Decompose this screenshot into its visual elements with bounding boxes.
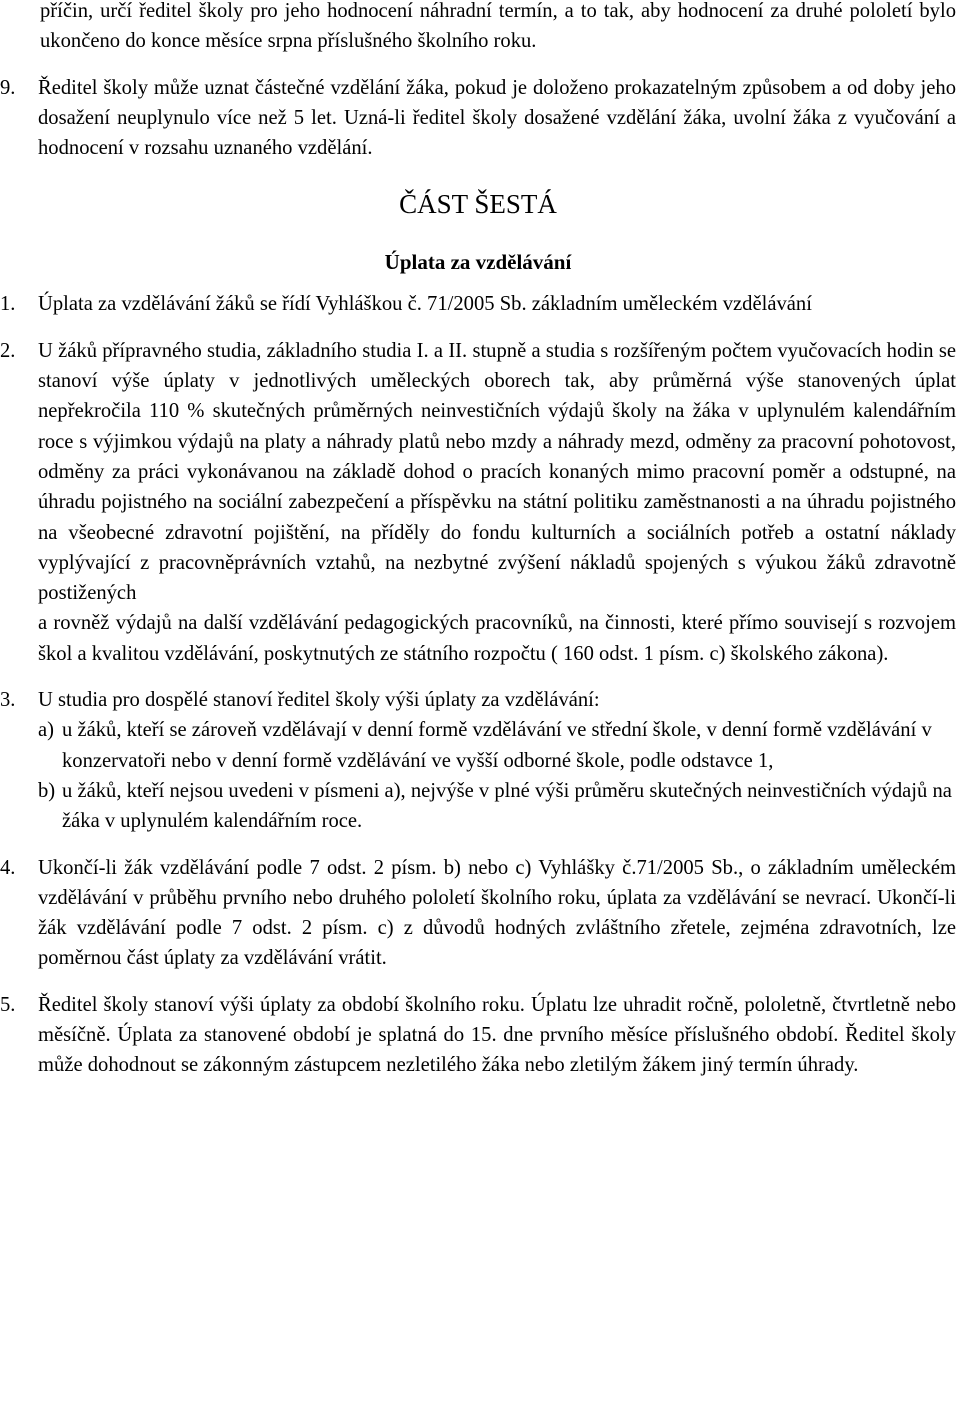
item-text: U žáků přípravného studia, základního studia I. a II. stupně a studia s rozšířeným počtem vyučovacích hodin se stanoví výše úplaty v jednotlivých uměleckých oborech tak, aby průměrná výše stanovených úplat nepřekročila 110 % skutečných průměrných neinvestičních výdajů školy na žáka v uplynulém kalendářním roce s výjimkou výdajů na platy a náhrady platů nebo mzdy a náhrady mezd, odměny za pracovní pohotovost, odměny za práci vykonávanou na základě dohod o pracích konaných mimo pracovní poměr a odstupné, na úhradu pojistného na sociální zabezpečení a příspěvku na státní politiku zaměstnanosti a na úhradu pojistného na všeobecné zdravotní pojištění, na příděly do fondu kulturních a sociálních potřeb a ostatní náklady vyplývající z pracovněprávních vztahů, na nezbytné zvýšení nákladů spojených s výukou žáků zdravotně postižených <box>38 339 956 605</box>
part-subheading: Úplata za vzdělávání <box>384 250 572 275</box>
item-text: Ukončí-li žák vzdělávání podle 7 odst. 2 písm. b) nebo c) Vyhlášky č.71/2005 Sb., o základním uměleckém vzdělávání v průběhu prvního nebo druhého pololetí školního roku, úplata za vzdělávání se nevrací. Ukončí-li žák vzdělávání podle 7 odst. 2 písm. c) z důvodů hodných zvláštního zřetele, zejména zdravotních, lze poměrnou část úplaty za vzdělávání vrátit. <box>38 856 956 970</box>
item-number: 3. <box>0 689 16 712</box>
list-item-1 <box>0 289 956 319</box>
item-text-continued: a rovněž výdajů na další vzdělávání pedagogických pracovníků, na činnosti, které přímo souvisejí s rozvojem škol a kvalitou vzdělávání, poskytnutých ze státního rozpočtu ( 160 odst. 1 písm. c) školského zákona). <box>38 612 956 665</box>
sub-item-text: u žáků, kteří se zároveň vzdělávají v denní formě vzdělávání ve střední škole, v denní formě vzdělávání v konzervatoři nebo v denní formě vzdělávání ve vyšší odborné škole, podle odstavce 1, <box>62 719 932 772</box>
sub-item-label: b) <box>38 779 56 802</box>
part-heading: ČÁST ŠESTÁ <box>399 189 557 220</box>
item-number: 9. <box>0 76 16 99</box>
item-number: 4. <box>0 856 16 879</box>
list-item-2 <box>0 336 956 669</box>
sub-item-text: u žáků, kteří nejsou uvedeni v písmeni a), nejvýše v plné výši průměru skutečných neinvestičních výdajů na žáka v uplynulém kalendářním roce. <box>62 779 952 833</box>
item-text: Ředitel školy může uznat částečné vzdělání žáka, pokud je doloženo prokazatelným způsobem a od doby jeho dosažení neuplynulo více než 5 let. Uzná-li ředitel školy dosažené vzdělání žáka, uvolní žáka z vyučování a hodnocení v rozsahu uznaného vzdělání. <box>38 76 956 160</box>
intro-paragraph: příčin, určí ředitel školy pro jeho hodnocení náhradní termín, a to tak, aby hodnocení za druhé pololetí bylo ukončeno do konce měsíce srpna příslušného školního roku. <box>40 0 956 53</box>
sub-item-label: a) <box>38 719 54 742</box>
item-text: U studia pro dospělé stanoví ředitel školy výši úplaty za vzdělávání: <box>38 689 600 712</box>
item-number: 2. <box>0 339 16 362</box>
item-text: Ředitel školy stanoví výši úplaty za období školního roku. Úplatu lze uhradit ročně, pololetně, čtvrtletně nebo měsíčně. Úplata za stanovené období je splatná do 15. dne prvního měsíce příslušného období. Ředitel školy může dohodnout se zákonným zástupcem nezletilého žáka nebo zletilým žákem jiný termín úhrady. <box>38 993 956 1077</box>
item-number: 5. <box>0 993 16 1016</box>
sub-item-b <box>38 776 956 837</box>
list-item-3 <box>0 685 956 836</box>
item-text: Úplata za vzdělávání žáků se řídí Vyhláškou č. 71/2005 Sb. základním uměleckém vzdělávání <box>38 293 812 316</box>
list-item-9 <box>0 73 956 164</box>
sub-item-a <box>38 715 956 776</box>
item-number: 1. <box>0 293 16 316</box>
list-item-4 <box>0 853 956 974</box>
list-item-5 <box>0 990 956 1081</box>
